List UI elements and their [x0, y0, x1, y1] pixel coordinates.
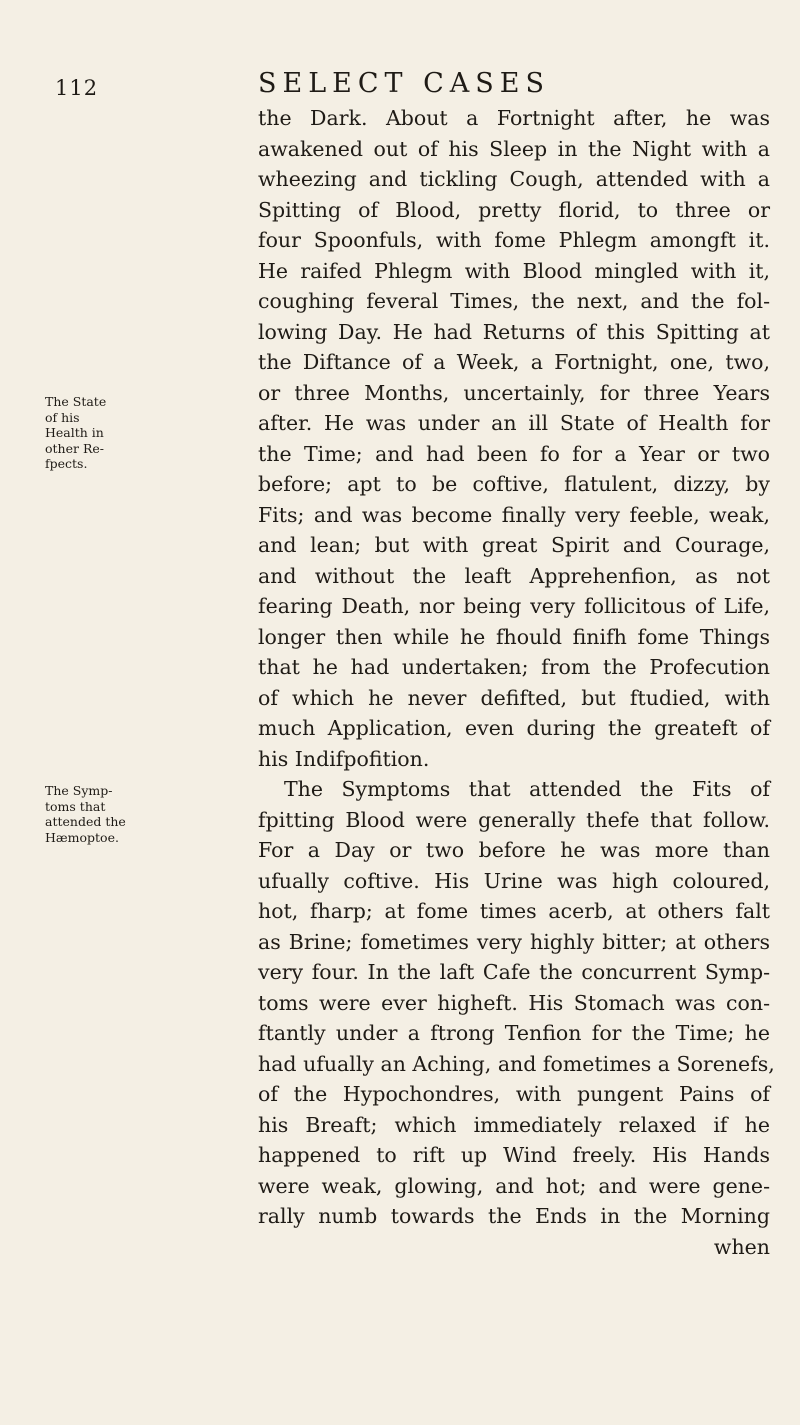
text-line: Spitting of Blood, pretty florid, to three or	[258, 197, 770, 222]
margin-note-line: The State	[45, 394, 107, 409]
text-line: and without the leaft Apprehenfion, as not	[258, 563, 770, 588]
margin-note-line: Hæmoptoe.	[45, 829, 119, 845]
text-line: ufually coftive. His Urine was high coloured,	[258, 868, 770, 893]
text-line: He raifed Phlegm with Blood mingled with it,	[258, 258, 770, 283]
margin-note-symptoms	[45, 783, 157, 845]
text-line: coughing feveral Times, the next, and the fol-	[258, 289, 770, 313]
text-line: and lean; but with great Spirit and Courage,	[258, 533, 770, 557]
text-line: had ufually an Aching, and fometimes a Sorenefs,	[258, 1051, 775, 1076]
text-line: hot, fharp; at fome times acerb, at others falt	[258, 899, 770, 923]
margin-note-line: of his	[45, 409, 80, 425]
text-line: the Diftance of a Week, a Fortnight, one, two,	[258, 350, 770, 374]
margin-note-line: attended the	[45, 814, 126, 829]
text-line: fearing Death, nor being very follicitous of Life,	[258, 594, 770, 618]
margin-note-line: The Symp-	[45, 783, 113, 798]
text-line: ftantly under a ftrong Tenfion for the Time; he	[258, 1021, 770, 1045]
running-title: SELECT CASES	[258, 68, 550, 99]
text-line: longer then while he fhould finifh fome Things	[258, 624, 770, 649]
margin-note-line: toms that	[45, 798, 106, 814]
text-line: of the Hypochondres, with pungent Pains of	[258, 1082, 770, 1106]
text-line: after. He was under an ill State of Health for	[258, 411, 770, 435]
text-line: fpitting Blood were generally thefe that follow.	[258, 807, 770, 832]
margin-note-line: other Re-	[45, 440, 104, 456]
catchword: when	[713, 1234, 770, 1259]
text-line: the Dark. About a Fortnight after, he was	[258, 106, 770, 130]
margin-note-line: fpects.	[45, 456, 88, 471]
body-text	[258, 103, 775, 1262]
text-line: his Indifpofition.	[258, 746, 430, 771]
text-line: Fits; and was become finally very feeble, weak,	[258, 502, 770, 527]
text-line: before; apt to be coftive, flatulent, dizzy, by	[258, 472, 770, 496]
page-number: 112	[55, 76, 99, 100]
text-line: four Spoonfuls, with fome Phlegm amongft it.	[258, 228, 770, 252]
margin-note-state-of-health	[45, 394, 157, 472]
text-line: wheezing and tickling Cough, attended with a	[258, 167, 770, 191]
text-line: the Time; and had been fo for a Year or two	[258, 441, 770, 466]
text-line: awakened out of his Sleep in the Night with a	[258, 136, 770, 161]
text-line: much Application, even during the greateft of	[258, 716, 770, 740]
text-line: The Symptoms that attended the Fits of	[284, 777, 770, 801]
text-line: toms were ever higheft. His Stomach was con-	[258, 990, 770, 1015]
text-line: very four. In the laft Cafe the concurrent Symp-	[258, 960, 770, 984]
margin-note-line: Health in	[45, 425, 104, 440]
text-line: happened to rift up Wind freely. His Hands	[258, 1143, 770, 1167]
text-line: lowing Day. He had Returns of this Spitting at	[258, 319, 770, 344]
text-line: that he had undertaken; from the Profecution	[258, 655, 770, 679]
text-line: For a Day or two before he was more than	[258, 838, 770, 862]
text-line: or three Months, uncertainly, for three Years	[258, 380, 770, 405]
text-line: rally numb towards the Ends in the Morning	[258, 1204, 770, 1228]
text-line: were weak, glowing, and hot; and were gene-	[258, 1173, 770, 1198]
text-line: of which he never defifted, but ftudied, with	[258, 685, 770, 710]
text-line: as Brine; fometimes very highly bitter; at others	[258, 929, 770, 954]
page-header	[0, 58, 800, 98]
text-line: his Breaft; which immediately relaxed if he	[258, 1112, 770, 1137]
